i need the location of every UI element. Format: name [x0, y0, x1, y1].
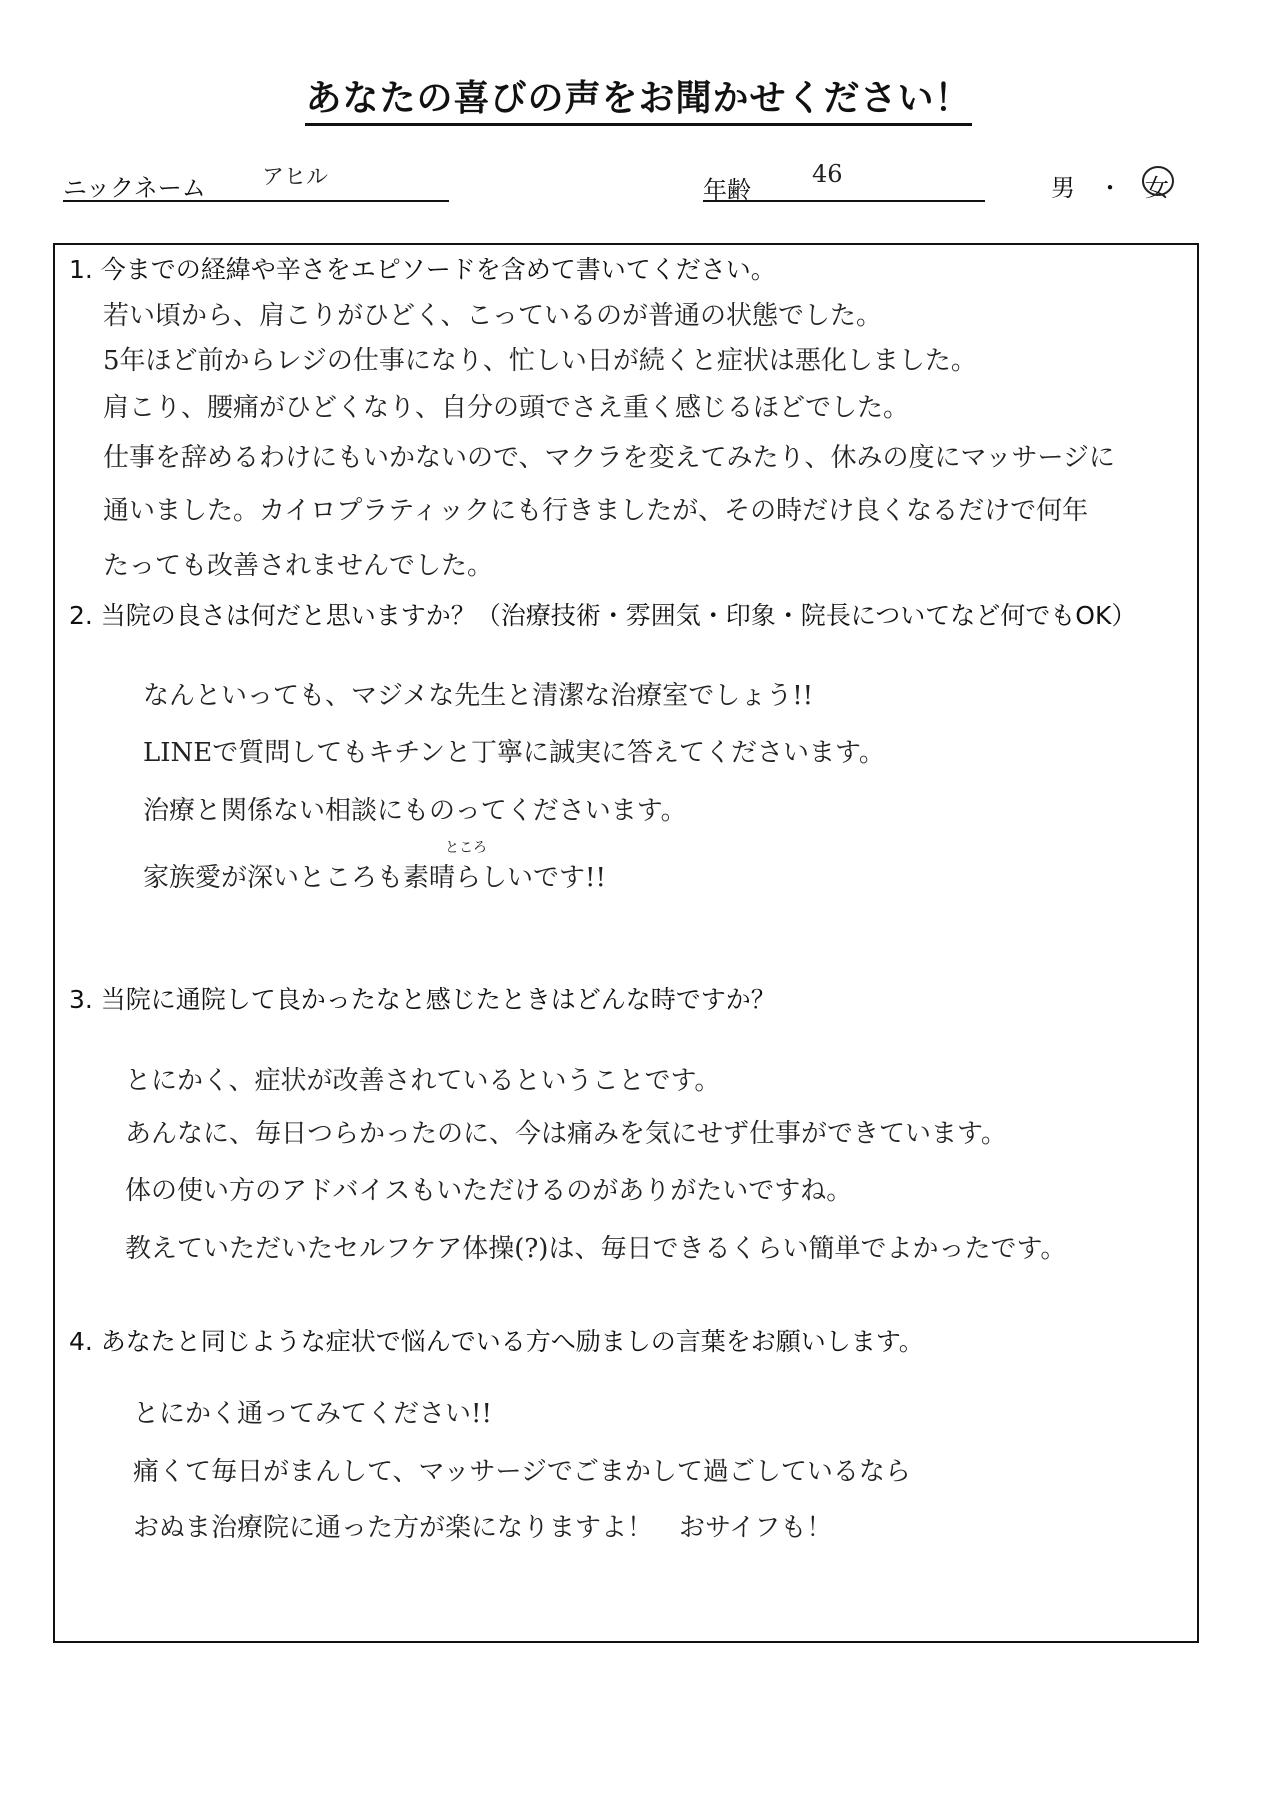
question-1-answer-line-5: 通いました。カイロプラティックにも行きましたが、その時だけ良くなるだけで何年 [103, 496, 1089, 526]
question-4-answer-line-2: 痛くて毎日がまんして、マッサージでごまかして過ごしているなら [133, 1457, 911, 1487]
age-label: 年齢 [703, 176, 751, 204]
question-2-answer-line-3: 治療と関係ない相談にものってくださいます。 [143, 796, 687, 826]
question-2-ruby-annotation: ところ [445, 840, 487, 856]
gender-female-circle-mark [1140, 162, 1176, 198]
question-1-answer-line-3: 肩こり、腰痛がひどくなり、自分の頭でさえ重く感じるほどでした。 [103, 393, 910, 423]
question-2-answer-line-2: LINEで質問してもキチンと丁寧に誠実に答えてくださいます。 [143, 738, 885, 768]
page-title: あなたの喜びの声をお聞かせください！ [0, 70, 1277, 121]
nickname-value: アヒル [262, 165, 329, 190]
gender-separator: ・ [1098, 174, 1122, 202]
question-4-answer-line-3: おぬま治療院に通った方が楽になりますよ！ おサイフも！ [133, 1513, 833, 1543]
question-1-answer-line-1: 若い頃から、肩こりがひどく、こっているのが普通の状態でした。 [103, 301, 882, 331]
question-4-label: 4. あなたと同じような症状で悩んでいる方へ励ましの言葉をお願いします。 [69, 1327, 924, 1356]
question-3-label: 3. 当院に通院して良かったなと感じたときはどんな時ですか？ [69, 985, 776, 1014]
question-2-answer-line-1: なんといっても、マジメな先生と清潔な治療室でしょう!! [143, 681, 814, 711]
age-underline [703, 200, 985, 202]
question-3-answer-line-3: 体の使い方のアドバイスもいただけるのがありがたいですね。 [125, 1176, 853, 1206]
nickname-label: ニックネーム [63, 174, 206, 202]
question-3-answer-line-2: あんなに、毎日つらかったのに、今は痛みを気にせず仕事ができています。 [125, 1119, 1007, 1149]
question-1-answer-line-6: たっても改善されませんでした。 [103, 551, 494, 581]
question-3-answer-line-4: 教えていただいたセルフケア体操(?)は、毎日できるくらい簡単でよかったです。 [125, 1234, 1067, 1264]
question-2-label: 2. 当院の良さは何だと思いますか？（治療技術・雰囲気・印象・院長についてなど何でもOK） [69, 601, 1137, 630]
age-value: 46 [812, 160, 843, 188]
question-1-answer-line-2: 5年ほど前からレジの仕事になり、忙しい日が続くと症状は悪化しました。 [103, 346, 977, 376]
question-4-answer-line-1: とにかく通ってみてください!! [133, 1399, 492, 1429]
questionnaire-box [53, 243, 1199, 1643]
nickname-underline [63, 200, 449, 202]
question-1-label: 1. 今までの経緯や辛さをエピソードを含めて書いてください。 [69, 255, 776, 284]
question-3-answer-line-1: とにかく、症状が改善されているということです。 [125, 1066, 721, 1096]
gender-female: 女 [1145, 174, 1169, 202]
gender-male: 男 [1051, 174, 1075, 202]
question-1-answer-line-4: 仕事を辞めるわけにもいかないので、マクラを変えてみたり、休みの度にマッサージに [103, 443, 1115, 473]
question-2-answer-line-4: 家族愛が深いところも素晴らしいです!! [143, 863, 606, 893]
